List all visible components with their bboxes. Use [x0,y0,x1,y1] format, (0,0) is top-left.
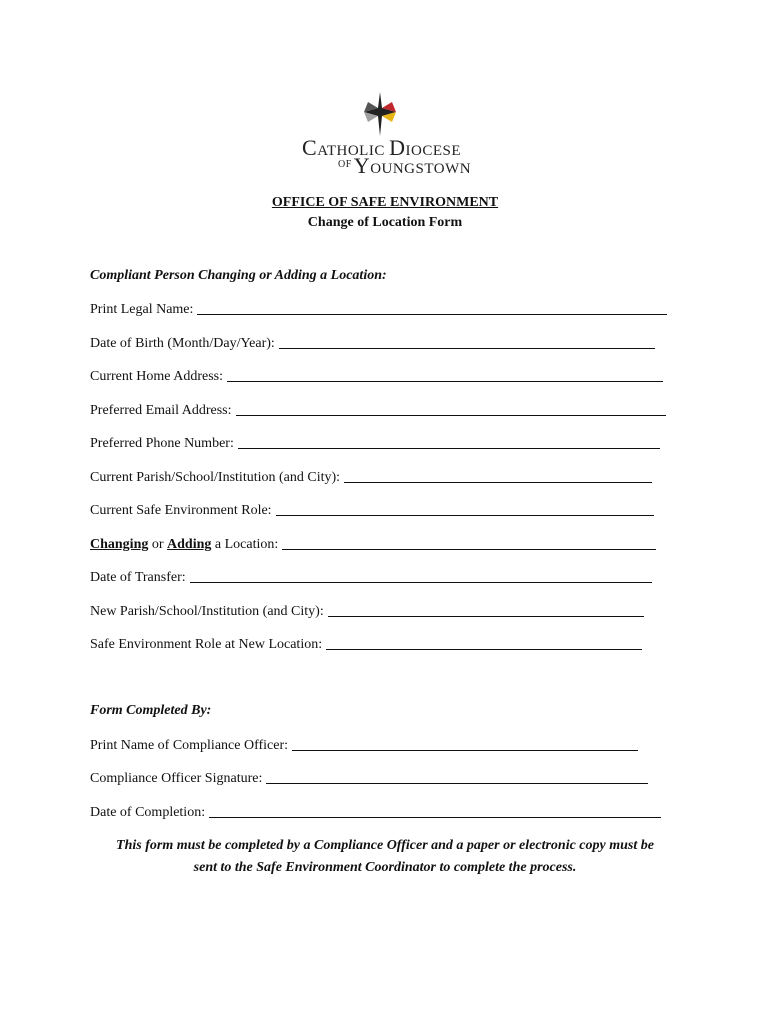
field-new-parish [90,600,644,620]
field-current-parish [90,466,652,486]
form-subtitle: Change of Location Form [307,215,463,230]
legal-name-input-line[interactable] [197,314,667,315]
adding-word: Adding [167,537,212,552]
field-legal-name [90,298,667,318]
section-heading-form-completed-by: Form Completed By: [90,703,212,718]
field-phone [90,432,660,452]
field-label: Date of Completion: [90,805,206,820]
new-parish-input-line[interactable] [328,616,644,617]
logo-letter: Y [353,153,371,178]
field-officer-name [90,734,638,754]
logo-letter: C [302,135,318,160]
logo-letter: D [389,135,406,160]
field-label: Print Name of Compliance Officer: [90,738,289,753]
logo-text: ATHOLIC [317,143,390,159]
officer-signature-input-line[interactable] [266,783,648,784]
email-input-line[interactable] [236,415,666,416]
dob-input-line[interactable] [279,348,655,349]
field-label [90,537,278,553]
notice-line: This form must be completed by a Compliance Officer and a paper or electronic copy must be [116,838,654,853]
transfer-date-input-line[interactable] [190,582,652,583]
field-new-role [90,633,642,653]
logo-line-of-youngstown [338,153,471,179]
field-label: Print Legal Name: [90,302,194,317]
new-role-input-line[interactable] [326,649,642,650]
notice-line: sent to the Safe Environment Coordinator to complete the process. [193,860,577,875]
field-label: Compliance Officer Signature: [90,771,263,786]
officer-name-input-line[interactable] [292,750,638,751]
current-parish-input-line[interactable] [344,482,652,483]
or-word: or [148,537,168,552]
logo-text: IOCESE [405,143,461,159]
field-label: Preferred Phone Number: [90,436,234,451]
completion-notice [80,835,690,879]
field-label: Date of Transfer: [90,570,186,585]
field-label: Current Home Address: [90,369,223,384]
cross-icon [362,90,398,138]
field-label: Current Safe Environment Role: [90,503,272,518]
home-address-input-line[interactable] [227,381,663,382]
field-label: Preferred Email Address: [90,403,232,418]
field-dob [90,332,655,352]
location-suffix: a Location: [211,537,279,552]
section-heading-compliant-person: Compliant Person Changing or Adding a Location: [90,268,387,283]
field-changing-or-adding [90,533,656,553]
form-title: OFFICE OF SAFE ENVIRONMENT [271,195,499,210]
completion-date-input-line[interactable] [209,817,661,818]
logo-of: OF [338,159,352,170]
field-current-role [90,499,654,519]
changing-word: Changing [90,537,149,552]
field-officer-signature [90,767,648,787]
field-transfer-date [90,566,652,586]
logo-text: OUNGSTOWN [370,161,472,177]
field-label: Current Parish/School/Institution (and City): [90,470,341,485]
field-label: Safe Environment Role at New Location: [90,637,323,652]
phone-input-line[interactable] [238,448,660,449]
field-completion-date [90,801,661,821]
field-home-address [90,365,663,385]
current-role-input-line[interactable] [276,515,654,516]
diocese-logo [300,90,480,176]
field-email [90,399,666,419]
field-label: New Parish/School/Institution (and City): [90,604,324,619]
field-label: Date of Birth (Month/Day/Year): [90,336,275,351]
location-input-line[interactable] [282,549,656,550]
